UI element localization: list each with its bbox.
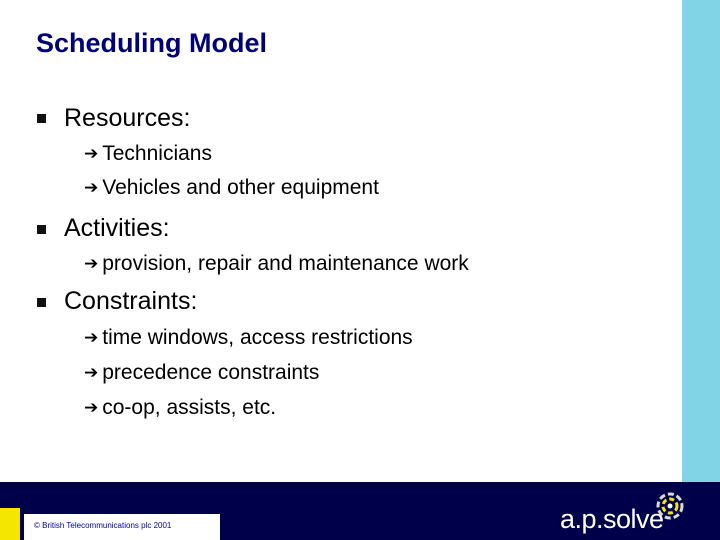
list-item — [84, 326, 413, 350]
section-heading-resources: Resources: — [64, 104, 191, 132]
logo-text: a.p.solve — [560, 504, 664, 534]
list-item — [84, 361, 319, 385]
copyright-text: © British Telecommunications plc 2001 — [34, 521, 172, 530]
list-item — [84, 176, 379, 200]
left-strip — [0, 0, 5, 480]
arrow-right-icon: ➔ — [84, 254, 99, 273]
list-item-text: Vehicles and other equipment — [102, 176, 379, 199]
list-item — [84, 142, 212, 166]
arrow-right-icon: ➔ — [84, 144, 99, 163]
list-item-text: co-op, assists, etc. — [102, 396, 277, 419]
footer-accent — [0, 508, 20, 540]
arrow-right-icon: ➔ — [84, 363, 99, 382]
list-item-text: precedence constraints — [102, 361, 320, 384]
arrow-right-icon: ➔ — [84, 398, 99, 417]
bullet-square-icon — [37, 114, 46, 123]
list-item-text: Technicians — [102, 142, 212, 165]
list-item — [84, 252, 469, 276]
bullet-square-icon — [37, 225, 46, 234]
section-heading-constraints: Constraints: — [64, 287, 198, 315]
list-item — [84, 396, 276, 420]
list-item-text: time windows, access restrictions — [102, 326, 413, 349]
right-accent-band — [682, 0, 720, 482]
arrow-right-icon: ➔ — [84, 328, 99, 347]
apsolve-logo — [560, 490, 688, 534]
slide-title: Scheduling Model — [36, 28, 268, 58]
logo-swirl-icon — [654, 490, 686, 522]
bullet-square-icon — [37, 298, 46, 307]
list-item-text: provision, repair and maintenance work — [102, 252, 469, 275]
arrow-right-icon: ➔ — [84, 178, 99, 197]
section-heading-activities: Activities: — [64, 214, 170, 242]
